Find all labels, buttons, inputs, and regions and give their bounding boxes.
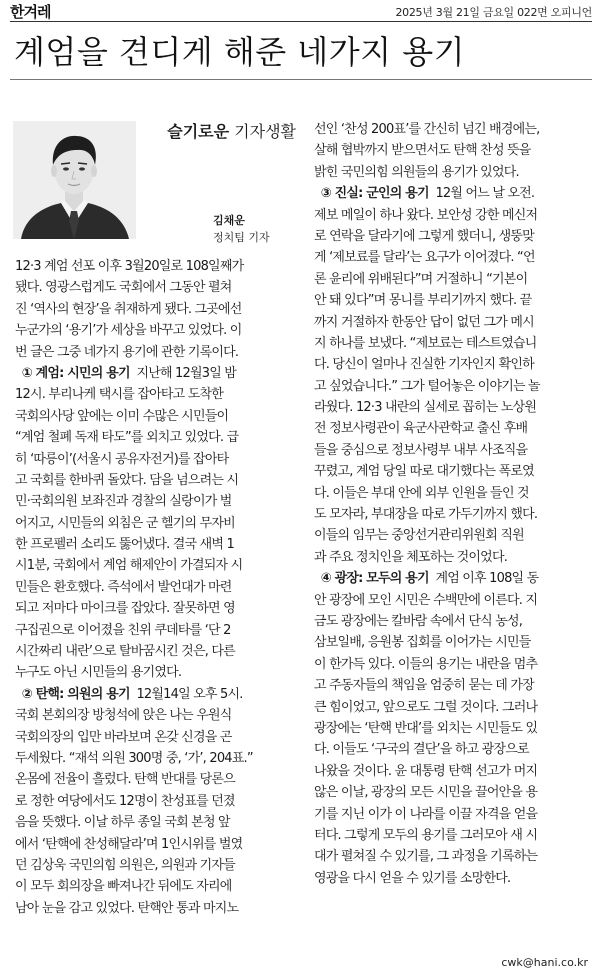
text-line: 누구도 아닌 시민들의 용기였다. <box>15 665 182 681</box>
text-line: 게 ‘제보료를 달라’는 요구가 이어졌다. “언 <box>314 250 535 266</box>
text-line: 국회의사당 앞에는 이미 수많은 시민들이 <box>15 408 229 424</box>
text-line: 국회 본회의장 방청석에 앉은 나는 우원식 <box>15 708 232 724</box>
text-line: 이 모두 회의장을 빠져나간 뒤에도 자리에 <box>15 879 232 895</box>
text-line: 터다. 그렇게 모두의 용기를 그러모아 새 시 <box>314 827 538 843</box>
text-line: 민들은 환호했다. 즉석에서 발언대가 마련 <box>15 579 232 595</box>
text-line: 나왔을 것이다. 윤 대통령 탄핵 선고가 머지 <box>314 763 538 779</box>
text-line: 라웠다. 12·3 내란의 실세로 꼽히는 노상원 <box>314 400 537 416</box>
text-line: 선인 ‘찬성 200표’를 간신히 넘긴 배경에는, <box>314 122 540 137</box>
text-line: “계엄 철폐 독재 타도”를 외치고 있었다. 급 <box>15 430 239 446</box>
text-line: 남아 눈을 감고 있었다. 탄핵안 통과 마지노 <box>15 900 239 916</box>
text-line: 안 돼 있다”며 몽니를 부리기까지 했다. 끝 <box>314 293 532 309</box>
text-line: 번 글은 그중 네가지 용기에 관한 기록이다. <box>15 344 239 360</box>
section-line <box>314 568 592 589</box>
text-line: 금도 광장에는 칼바람 속에서 단식 농성, <box>314 613 523 629</box>
author-portrait-icon <box>13 121 136 239</box>
text-line: 다. 당신이 얼마나 진실한 기자인지 확인하 <box>314 357 534 373</box>
text-line: 계엄 이후 108일 동 <box>435 571 539 587</box>
text-line: 던 김상욱 국민의힘 의원은, 의원과 기자들 <box>15 857 235 873</box>
text-line: 지난해 12월3일 밤 <box>136 365 237 381</box>
text-line: 다. 이들도 ‘구국의 결단’을 하고 광장으로 <box>314 742 529 758</box>
column-title-rest: 기자생활 <box>234 122 296 141</box>
text-line: 까지 거절하자 한동안 답이 없던 그가 메시 <box>314 314 534 330</box>
header-divider <box>10 21 592 22</box>
text-line: 들을 중심으로 정보사령부 내부 사조직을 <box>314 442 528 458</box>
column-title-bold: 슬기로운 <box>167 122 230 141</box>
headline: 계엄을 견디게 해준 네가지 용기 <box>14 33 466 71</box>
text-line: 진 ‘역사의 현장’을 취재하게 됐다. 그곳에선 <box>15 301 242 317</box>
text-line: 시1분, 국회에서 계엄 해제안이 가결되자 시 <box>15 558 243 574</box>
text-line: 구집권으로 이어졌을 친위 쿠데타를 ‘단 2 <box>15 622 231 638</box>
text-line: 시간짜리 내란’으로 탈바꿈시킨 것은, 다른 <box>15 644 235 660</box>
article-column-2 <box>314 119 592 889</box>
text-line: 고 주동자들의 책임을 엄중히 묻는 데 가장 <box>314 678 534 694</box>
text-line: 광장에는 ‘탄핵 반대’를 외치는 시민들도 있 <box>314 720 538 736</box>
text-line: 전 정보사령관이 육군사관학교 출신 후배 <box>314 421 528 437</box>
newspaper-logo: 한겨레 <box>10 3 51 21</box>
text-line: 온몸에 전율이 흘렀다. 탄핵 반대를 당론으 <box>15 772 235 788</box>
page-header <box>10 0 592 20</box>
text-line: 12시. 부리나케 택시를 잡아타고 도착한 <box>15 387 223 403</box>
text-line: 제보 메일이 하나 왔다. 보안성 강한 메신저 <box>314 207 538 223</box>
dateline: 2025년 3월 21일 금요일 022면 오피니언 <box>395 6 592 19</box>
section-heading-4: ④ 광장: 모두의 용기 <box>320 571 429 587</box>
text-line: 삼보일배, 응원봉 집회를 이어가는 시민들 <box>314 635 531 651</box>
text-line: 누군가의 ‘용기’가 세상을 바꾸고 있었다. 이 <box>15 323 242 339</box>
text-line: 이들의 임무는 중앙선거관리위원회 직원 <box>314 528 524 544</box>
text-line: 기를 지닌 이가 이 나라를 이끌 자격을 얻을 <box>314 806 538 822</box>
text-line: 꾸렸고, 계엄 당일 따로 대기했다는 폭로였 <box>314 464 534 480</box>
text-line: 음을 뜻했다. 이날 하루 종일 국회 본청 앞 <box>15 815 230 831</box>
text-line: 한 프로펠러 소리도 뚫어냈다. 결국 새벽 1 <box>15 537 234 553</box>
article-column-1 <box>15 256 291 919</box>
text-line: 밝힌 국민의힘 의원들의 용기가 있었다. <box>314 164 519 180</box>
section-line <box>314 183 592 204</box>
section-heading-2: ② 탄핵: 의원의 용기 <box>21 686 130 702</box>
text-line: 에서 ‘탄핵에 찬성해달라’며 1인시위를 벌였 <box>15 836 243 852</box>
text-line: 12월 어느 날 오전. <box>435 186 535 202</box>
text-line: 12·3 계엄 선포 이후 3월20일로 108일째가 <box>15 259 244 274</box>
section-heading-3: ③ 진실: 군인의 용기 <box>320 186 429 202</box>
text-line: 로 연락을 달라기에 그렇게 했더니, 생뚱맞 <box>314 228 534 244</box>
text-line: 대가 펼쳐질 수 있기를, 그 과정을 기록하는 <box>314 849 538 865</box>
text-line: 안 광장에 모인 시민은 수백만에 이른다. 지 <box>314 592 538 608</box>
section-line <box>15 363 291 384</box>
text-line: 영광을 다시 얻을 수 있기를 소망한다. <box>314 870 511 886</box>
text-line: 두세웠다. “재석 의원 300명 중, ‘가’, 204표.” <box>15 750 253 766</box>
text-line: 않은 이날, 광장의 모든 시민을 끌어안을 용 <box>314 785 538 801</box>
text-line: 어지고, 시민들의 외침은 군 헬기의 무자비 <box>15 515 235 531</box>
section-line <box>15 684 291 705</box>
text-line: 큰 힘이었고, 앞으로도 그럴 것이다. 그러나 <box>314 699 538 715</box>
author-photo <box>13 121 136 239</box>
author-name: 김채운 <box>213 214 245 227</box>
text-line: 다. 이들은 부대 안에 외부 인원을 들인 것 <box>314 485 529 501</box>
text-line: 이 한가득 있다. 이들의 용기는 내란을 멈추 <box>314 656 538 672</box>
text-line: 12월14일 오후 5시. <box>136 686 243 702</box>
text-line: 도 모자라, 부대장을 따로 가두기까지 했다. <box>314 507 538 523</box>
headline-divider <box>10 79 592 80</box>
text-line: 과 주요 정치인을 체포하는 것이었다. <box>314 549 508 565</box>
text-line: 로 정한 여당에서도 12명이 찬성표를 던졌 <box>15 793 235 809</box>
text-line: 되고 저마다 마이크를 잡았다. 잘못하면 영 <box>15 601 235 617</box>
author-role: 정치팀 기자 <box>213 231 270 244</box>
author-email: cwk@hani.co.kr <box>501 956 588 969</box>
section-heading-1: ① 계엄: 시민의 용기 <box>21 365 130 381</box>
text-line: 고 싶었습니다.” 그가 털어놓은 이야기는 놀 <box>314 378 540 394</box>
text-line: 히 ‘따릉이’(서울시 공유자전거)를 잡아타 <box>15 451 229 467</box>
column-title <box>136 119 296 142</box>
text-line: 국회의장의 입만 바라보며 온갖 신경을 곤 <box>15 729 232 745</box>
text-line: 살해 협박까지 받으면서도 탄핵 찬성 뜻을 <box>314 143 531 159</box>
text-line: 민·국회의원 보좌진과 경찰의 실랑이가 벌 <box>15 494 232 510</box>
text-line: 지 하나를 보냈다. “제보료는 테스트였습니 <box>314 335 537 351</box>
text-line: 론 윤리에 위배된다”며 거절하니 “기본이 <box>314 271 528 287</box>
text-line: 고 국회를 한바퀴 돌았다. 담을 넘으려는 시 <box>15 472 239 488</box>
text-line: 됐다. 영광스럽게도 국회에서 그동안 펼쳐 <box>15 280 232 296</box>
